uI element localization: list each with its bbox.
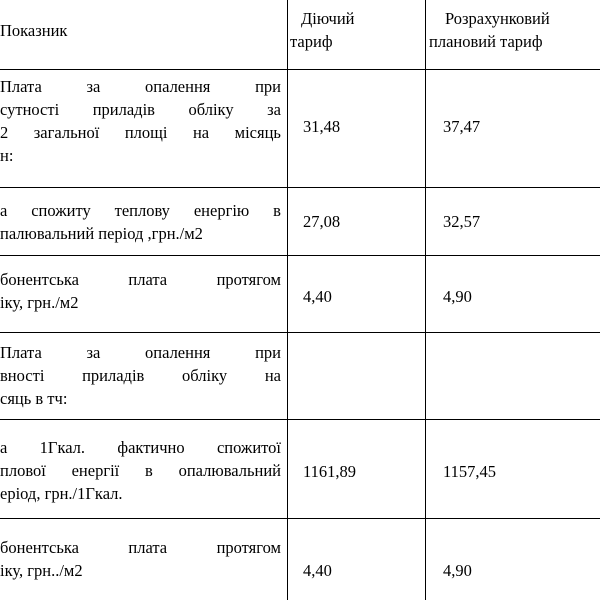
indicator-line: а 1Гкал. фактично спожитої [0, 438, 281, 457]
indicator-line: бонентська плата протягом [0, 270, 281, 289]
header-indicator: Показник [0, 21, 68, 40]
row-divider [0, 69, 600, 70]
current-tariff-value: 4,40 [303, 561, 332, 580]
header-planned-line2: плановий тариф [429, 32, 543, 51]
current-tariff-value: 4,40 [303, 287, 332, 306]
row-divider [0, 255, 600, 256]
row-divider [0, 187, 600, 188]
planned-tariff-value: 37,47 [443, 117, 481, 136]
planned-tariff-value: 4,90 [443, 287, 472, 306]
indicator-line: Плата за опалення при [0, 77, 281, 96]
header-planned-line1: Розрахунковий [445, 9, 550, 28]
indicator-line: вності приладів обліку на [0, 366, 281, 385]
planned-tariff-value: 32,57 [443, 212, 481, 231]
current-tariff-value: 27,08 [303, 212, 341, 231]
planned-tariff-value: 4,90 [443, 561, 472, 580]
row-divider [0, 332, 600, 333]
indicator-line: Плата за опалення при [0, 343, 281, 362]
current-tariff-value: 31,48 [303, 117, 341, 136]
current-tariff-value: 1161,89 [303, 462, 357, 481]
row-divider [0, 419, 600, 420]
header-current-line1: Діючий [301, 9, 355, 28]
indicator-line: плової енергії в опалювальний [0, 461, 281, 480]
column-divider [287, 0, 288, 600]
indicator-line: а спожиту теплову енергію в [0, 201, 281, 220]
indicator-line: бонентська плата протягом [0, 538, 281, 557]
row-divider [0, 518, 600, 519]
indicator-line: еріод, грн./1Гкал. [0, 484, 123, 503]
planned-tariff-value: 1157,45 [443, 462, 497, 481]
indicator-line: сяць в тч: [0, 389, 68, 408]
column-divider [425, 0, 426, 600]
indicator-line: н: [0, 146, 14, 165]
indicator-line: сутності приладів обліку за [0, 100, 281, 119]
indicator-line: 2 загальної площі на місяць [0, 123, 281, 142]
indicator-line: іку, грн./м2 [0, 293, 79, 312]
header-current-line2: тариф [290, 32, 333, 51]
indicator-line: іку, грн../м2 [0, 561, 83, 580]
indicator-line: палювальний період ,грн./м2 [0, 224, 203, 243]
